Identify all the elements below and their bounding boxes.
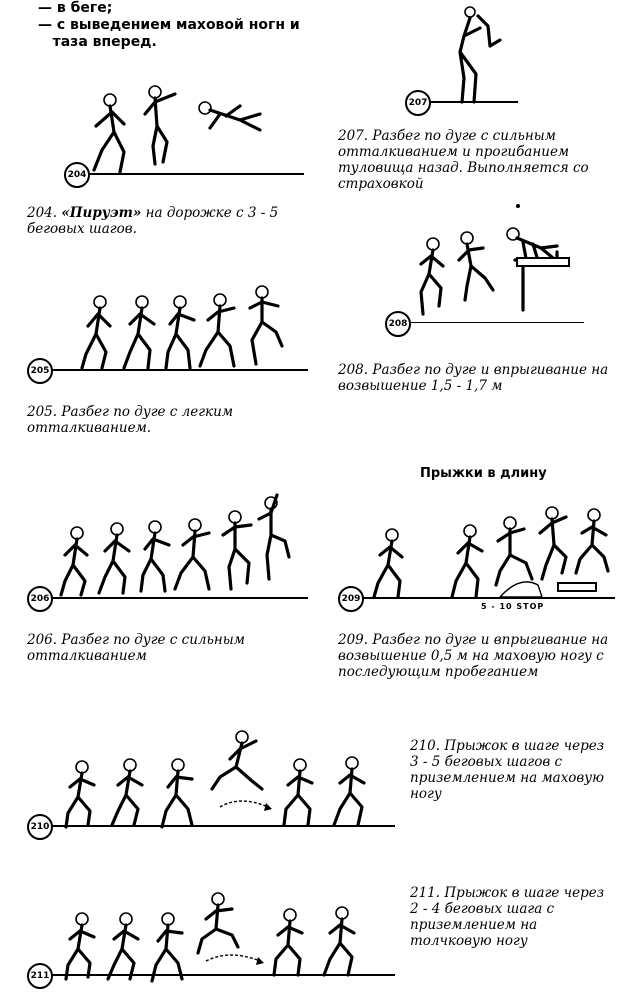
ground-line	[36, 369, 308, 371]
ground-line	[38, 974, 395, 976]
figure-207-athletes	[440, 2, 510, 102]
caption-208	[338, 362, 618, 394]
caption-210	[410, 738, 615, 802]
figure-number-208: 208	[385, 311, 411, 337]
figure-number-205: 205	[27, 358, 53, 384]
caption-209-number: 209.	[338, 632, 369, 648]
figure-206-athletes	[55, 493, 305, 598]
figure-204-athletes	[80, 80, 280, 175]
caption-209-text: Разбег по дуге и впрыгивание на возвышение 0,5 м на маховую ногу с последующим пробеганием	[338, 632, 609, 680]
caption-204-bold: «Пируэт»	[61, 205, 142, 221]
figure-number-209: 209	[338, 586, 364, 612]
caption-205	[27, 404, 312, 436]
caption-205-text: Разбег по дуге с легким отталкиванием.	[27, 404, 234, 436]
ground-line	[398, 322, 584, 323]
caption-208-text: Разбег по дуге и впрыгивание на возвышение 1,5 - 1,7 м	[338, 362, 609, 394]
caption-204-text: на дорожке с 3 - 5 беговых шагов.	[27, 205, 279, 237]
figure-number-211: 211	[27, 963, 53, 989]
figure-209-athletes	[360, 505, 615, 605]
caption-204	[27, 205, 312, 237]
ground-line	[38, 825, 395, 827]
caption-206-number: 206.	[27, 632, 58, 648]
caption-205-number: 205.	[27, 404, 58, 420]
figure-number-210: 210	[27, 814, 53, 840]
figure-210-athletes	[40, 725, 390, 825]
figure-number-207: 207	[405, 90, 431, 116]
ground-line	[36, 597, 308, 599]
caption-206	[27, 632, 312, 664]
caption-211-number: 211.	[410, 885, 441, 901]
caption-207-text: Разбег по дуге с сильным отталкиванием и прогибанием туловища назад. Выполняется со страховкой	[338, 128, 589, 192]
caption-206-text: Разбег по дуге с сильным отталкиванием	[27, 632, 245, 664]
figure-205-athletes	[80, 282, 300, 372]
caption-207	[338, 128, 618, 192]
caption-204-number: 204.	[27, 205, 58, 221]
section-title: Прыжки в длину	[420, 466, 547, 481]
figure-208-athletes	[405, 200, 580, 325]
figure-number-206: 206	[27, 586, 53, 612]
figure-211-athletes	[40, 885, 390, 980]
caption-208-number: 208.	[338, 362, 369, 378]
intro-list	[38, 0, 328, 51]
caption-207-number: 207.	[338, 128, 369, 144]
intro-item: — в беге;	[38, 0, 113, 16]
caption-210-text: Прыжок в шаге через 3 - 5 беговых шагов с приземлением на маховую ногу	[410, 738, 605, 802]
ground-line	[70, 173, 304, 175]
distance-note: 5 - 10 STOP	[481, 602, 545, 611]
intro-item: — с выведением маховой ногн и	[38, 17, 300, 33]
caption-209	[338, 632, 618, 680]
intro-item: таза вперед.	[38, 34, 157, 50]
figure-number-204: 204	[64, 162, 90, 188]
caption-210-number: 210.	[410, 738, 441, 754]
caption-211-text: Прыжок в шаге через 2 - 4 беговых шага с приземлением на толчковую ногу	[410, 885, 605, 949]
ground-line	[343, 597, 615, 599]
caption-211	[410, 885, 615, 949]
